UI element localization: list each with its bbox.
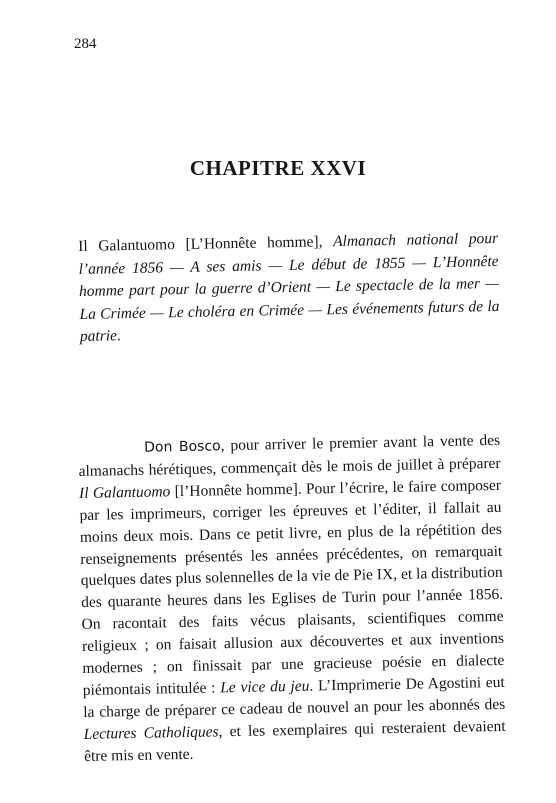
author-name: Don Bosco — [144, 438, 221, 456]
title-le-vice-du-jeu: Le vice du jeu — [220, 677, 310, 697]
summary-end: . — [116, 327, 121, 345]
chapter-summary — [78, 228, 500, 349]
summary-italic: Almanach national pour l’année 1856 — A ses amis — Le début de 1855 — L’Honnête homme part pour la guerre d’Orient — Le spectacle de la mer — La Crimée — Le choléra en Crimée — Les événements futurs de la patrie — [78, 229, 500, 346]
body-text-4: , et les exemplaires qui resteraient devaient être mis en vente. — [83, 717, 506, 765]
page-number: 284 — [74, 36, 97, 52]
body-text-3: . L’Imprimerie De Agostini eut la charge de préparer ce cadeau de nouvel an pour les abonnés des — [83, 673, 506, 721]
body-text-1: , pour arriver le premier avant la vente des almanachs hérétiques, commençait dès le mois de juillet à préparer — [78, 431, 501, 480]
title-lectures-catholiques: Lectures Catholiques — [83, 723, 219, 743]
title-il-galantuomo: Il Galantuomo — [78, 483, 171, 502]
body-text-2: [l’Honnête homme]. Pour l’écrire, le faire composer par les imprimeurs, corriger les épreuves et l’éditer, il fallait au moins deux mois. Dans ce petit livre, en plus de la répétition des renseignements présentés les années précédentes, on remarquait quelques dates plus solennelles de la vie de Pie IX, et la distribution des quarante heures dans les Eglises de Turin pour l’année 1856. On racontait des faits vécus plaisants, scientifiques comme religieux ; on faisait allusion aux découvertes et aux inventions modernes ; on finissait par une gracieuse poésie en dialecte piémontais intitulée : — [79, 476, 505, 699]
body-paragraph — [78, 430, 506, 768]
summary-lead: Il Galantuomo [L’Honnête homme], — [78, 233, 334, 255]
chapter-title: CHAPITRE XXVI — [189, 156, 367, 180]
